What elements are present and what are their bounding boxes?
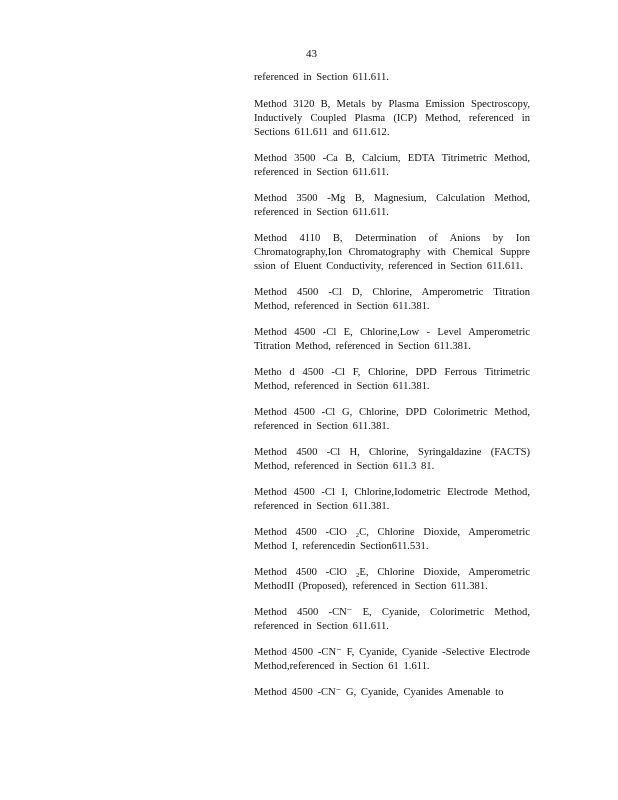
list-item: Method 3500 -Ca B, Calcium, EDTA Titrimetric Method, referenced in Section 611.611. xyxy=(254,153,530,178)
list-item: Method 4500 -CN⁻ E, Cyanide, Colorimetric Method, referenced in Section 611.611. xyxy=(254,607,530,632)
list-item: Method 4500 -Cl E, Chlorine,Low - Level Amperometric Titration Method, referenced in Section 611.381. xyxy=(254,327,530,352)
list-item: Method 4500 -Cl D, Chlorine, Amperometric Titration Method, referenced in Section 611.381. xyxy=(254,287,530,312)
page-number: 43 xyxy=(306,48,317,60)
list-item: Method 4110 B, Determination of Anions by Ion Chromatography,Ion Chromatography with Chemical Suppre ssion of Eluent Conductivity, referenced in Section 611.611. xyxy=(254,233,530,272)
list-item: Method 3120 B, Metals by Plasma Emission Spectroscopy, Inductively Coupled Plasma (ICP) Method, referenced in Sections 611.611 and 611.612. xyxy=(254,99,530,138)
list-item: Method 4500 -Cl G, Chlorine, DPD Colorimetric Method, referenced in Section 611.381. xyxy=(254,407,530,432)
list-item: Method 4500 -CN⁻ G, Cyanide, Cyanides Amenable to xyxy=(254,687,504,698)
list-item: Method 4500 -ClO ₂C, Chlorine Dioxide, Amperometric Method I, referencedin Section611.531. xyxy=(254,527,530,552)
list-item: Method 4500 -Cl H, Chlorine, Syringaldazine (FACTS) Method, referenced in Section 611.3 81. xyxy=(254,447,530,472)
list-item: Method 4500 -Cl I, Chlorine,Iodometric Electrode Method, referenced in Section 611.381. xyxy=(254,487,530,512)
method-list xyxy=(254,71,530,712)
list-item: Method 4500 -ClO ₂E, Chlorine Dioxide, Amperometric MethodII (Proposed), referenced in Section 611.381. xyxy=(254,567,530,592)
list-item: Method 4500 -CN⁻ F, Cyanide, Cyanide -Selective Electrode Method,referenced in Section 61 1.611. xyxy=(254,647,530,672)
list-item: Metho d 4500 -Cl F, Chlorine, DPD Ferrous Titrimetric Method, referenced in Section 611.381. xyxy=(254,367,530,392)
list-item: Method 3500 -Mg B, Magnesium, Calculation Method, referenced in Section 611.611. xyxy=(254,193,530,218)
list-item: referenced in Section 611.611. xyxy=(254,72,389,83)
